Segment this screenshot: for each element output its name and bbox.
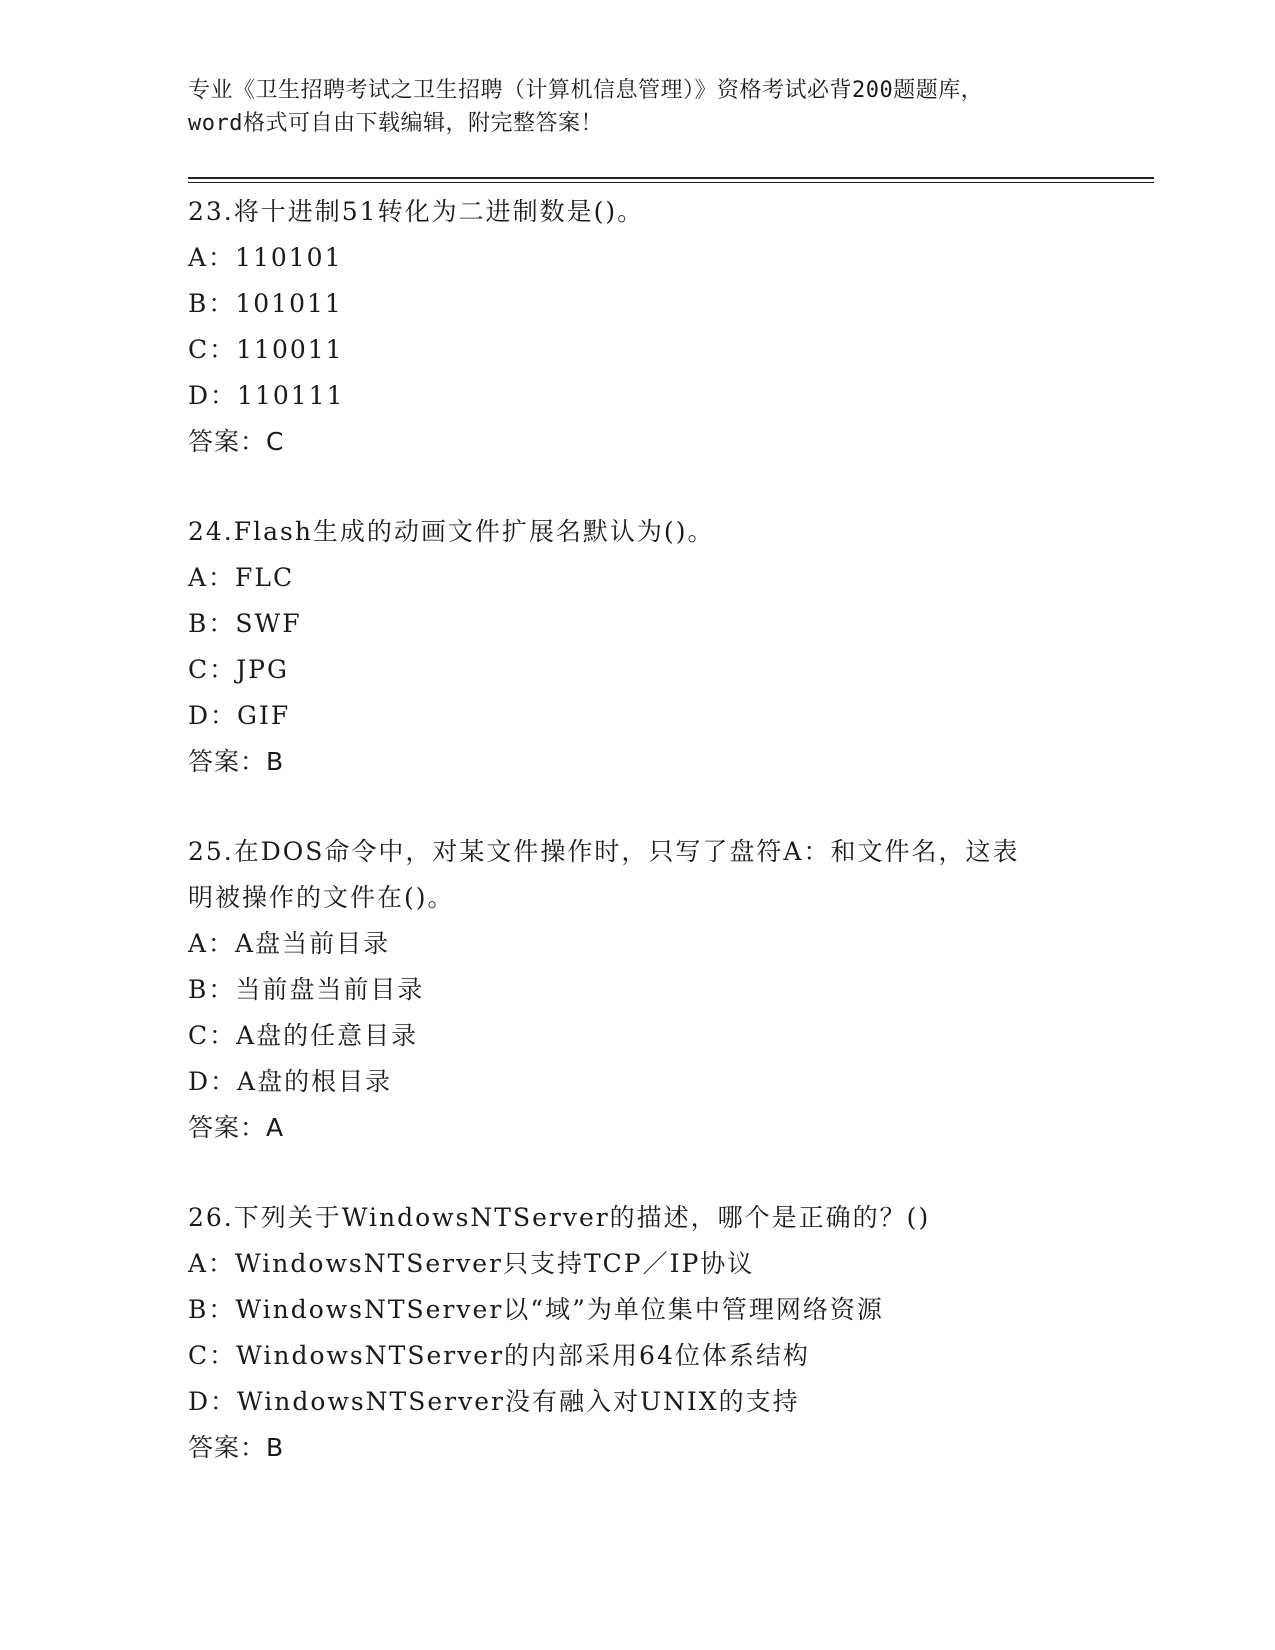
option-b: B：WindowsNTServer以“域”为单位集中管理网络资源 [188,1295,884,1324]
answer-line: 答案：C [188,427,285,456]
question-24 [188,509,1088,785]
question-list [188,189,1088,1515]
answer-line: 答案：B [188,1433,285,1462]
document-header [188,74,1088,140]
option-d: D：GIF [188,701,291,730]
question-25 [188,829,1088,1151]
answer-line: 答案：A [188,1113,285,1142]
option-b: B：SWF [188,609,302,638]
question-stem: 23.将十进制51转化为二进制数是()。 [188,197,645,226]
option-d: D：110111 [188,381,345,410]
option-d: D：A盘的根目录 [188,1067,393,1096]
header-divider-thick [188,177,1154,179]
header-divider-thin [188,182,1154,183]
header-line-2: word格式可自由下载编辑，附完整答案！ [188,111,603,136]
option-c: C：WindowsNTServer的内部采用64位体系结构 [188,1341,810,1370]
option-b: B：当前盘当前目录 [188,975,425,1004]
question-stem: 24.Flash生成的动画文件扩展名默认为()。 [188,517,715,546]
option-a: A：WindowsNTServer只支持TCP／IP协议 [188,1249,755,1278]
option-a: A：110101 [188,243,343,272]
option-a: A：A盘当前目录 [188,929,391,958]
answer-line: 答案：B [188,747,285,776]
option-b: B：101011 [188,289,343,318]
option-a: A：FLC [188,563,295,592]
question-26 [188,1195,1088,1471]
option-c: C：JPG [188,655,289,684]
question-stem-line-2: 明被操作的文件在()。 [188,883,455,912]
option-d: D：WindowsNTServer没有融入对UNIX的支持 [188,1387,800,1416]
header-line-1: 专业《卫生招聘考试之卫生招聘（计算机信息管理）》资格考试必背200题题库， [188,78,984,103]
question-stem-line-1: 25.在DOS命令中，对某文件操作时，只写了盘符A：和文件名，这表 [188,837,1020,866]
question-stem: 26.下列关于WindowsNTServer的描述，哪个是正确的？() [188,1203,931,1232]
option-c: C：A盘的任意目录 [188,1021,419,1050]
question-23 [188,189,1088,465]
option-c: C：110011 [188,335,344,364]
